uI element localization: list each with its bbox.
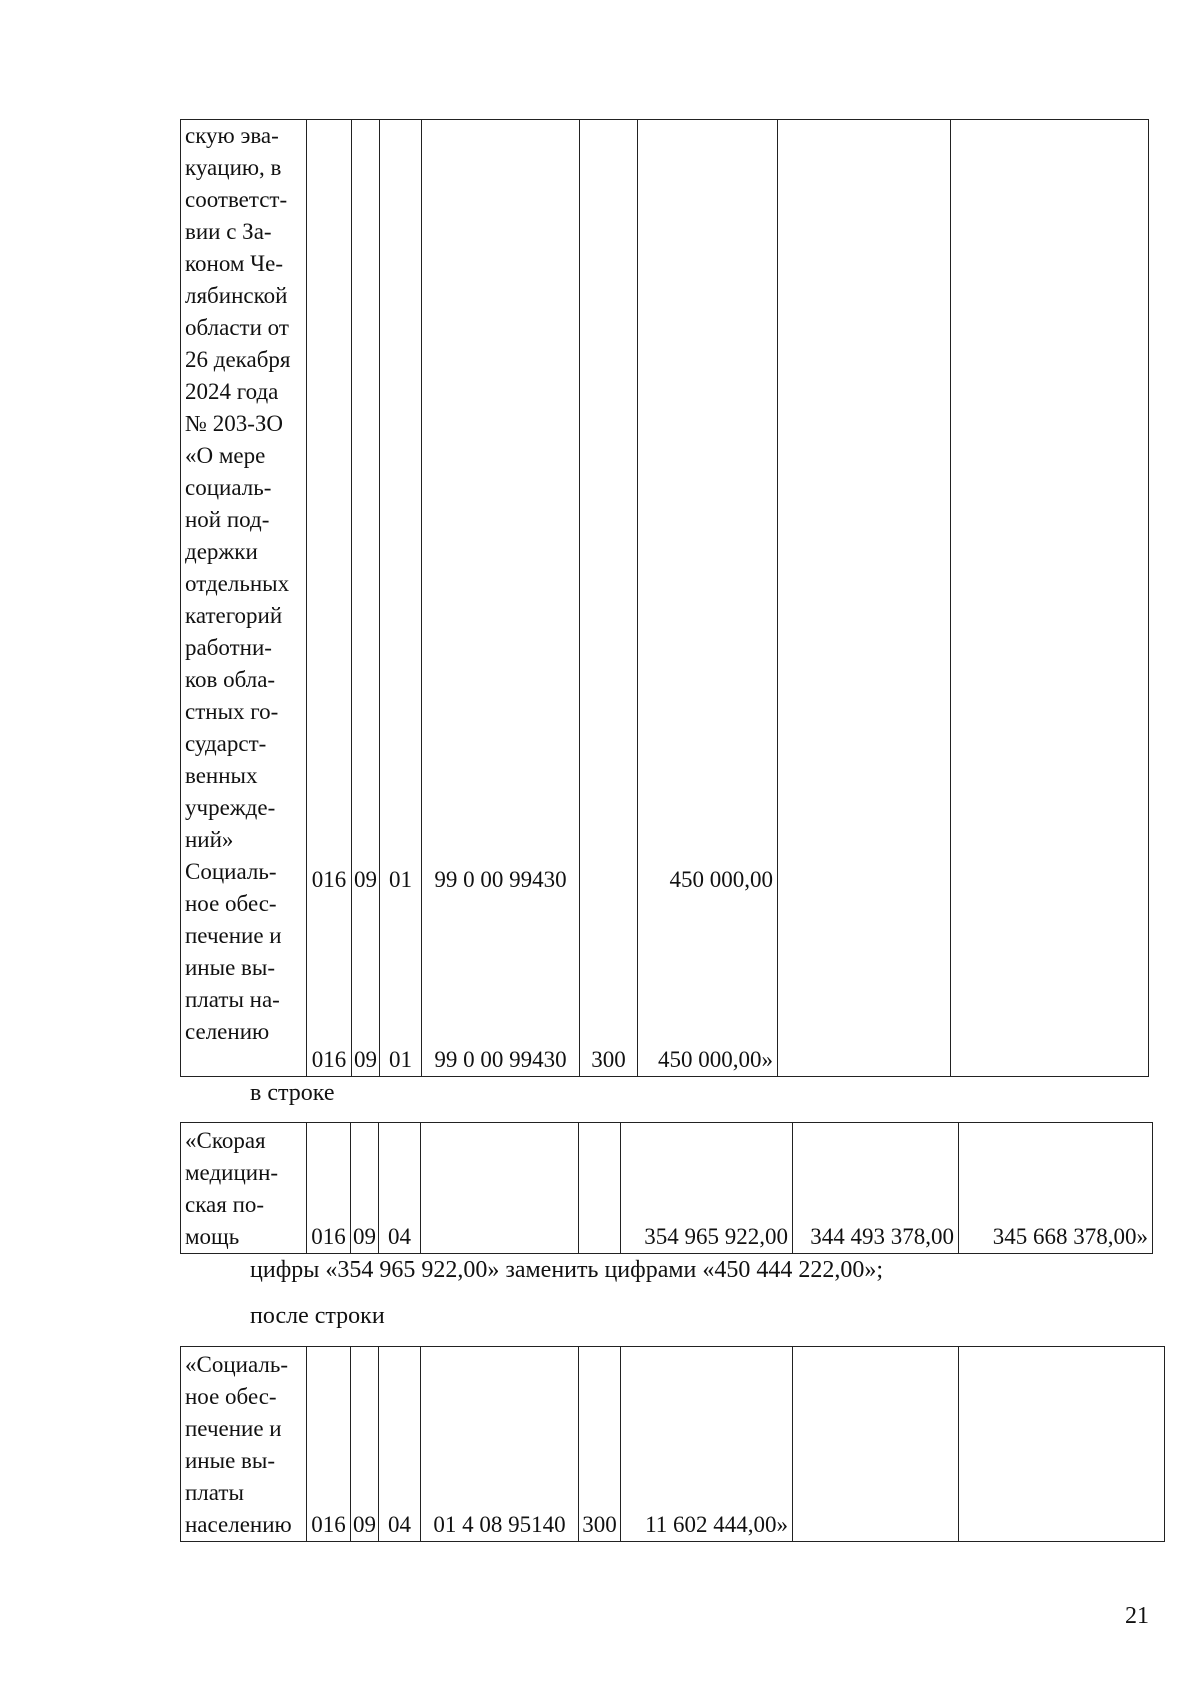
row-name-line: категорий [185, 603, 283, 628]
row-name-line: учрежде- [185, 795, 276, 820]
row-name-line: 26 декабря [185, 347, 291, 372]
row-name-line: ное обес- [185, 1384, 277, 1409]
sum-value: 450 000,00 [669, 867, 773, 892]
row-name-line: вии с За- [185, 219, 272, 244]
sum-cell [638, 120, 778, 1077]
row-name-line: венных [185, 763, 258, 788]
budget-table-1 [180, 119, 1149, 1077]
ved-cell: 016 [307, 1347, 351, 1542]
rz-cell: 09 [351, 1123, 379, 1254]
ved-value: 016 [311, 867, 347, 892]
row-name-line: сударст- [185, 731, 267, 756]
text-v-stroke: в строке [250, 1080, 335, 1106]
row-name-line: мощь [185, 1224, 240, 1249]
sum2-cell [778, 120, 951, 1077]
sum2-cell [793, 1347, 959, 1542]
row-name-line: отдельных [185, 571, 290, 596]
row-name-line: работни- [185, 635, 272, 660]
csr-cell: 01 4 08 95140 [421, 1347, 579, 1542]
row-name-text [185, 1347, 302, 1541]
row-name-line: печение и [185, 1416, 282, 1441]
row-name-line: ной под- [185, 507, 270, 532]
row-name-line: медицин- [185, 1160, 279, 1185]
ved-cell [307, 120, 352, 1077]
row-name-text [185, 120, 302, 1048]
row-name-line: ний» [185, 827, 234, 852]
row-name-line: держки [185, 539, 258, 564]
csr-value: 99 0 00 99430 [434, 1047, 567, 1072]
sum-value: 450 000,00» [658, 1047, 773, 1072]
pr-value: 01 [389, 867, 412, 892]
row-name-line: «Скорая [185, 1128, 266, 1153]
row-name-text [185, 1123, 302, 1253]
row-name-line: скую эва- [185, 123, 279, 148]
row-name-line: «Социаль- [185, 1352, 288, 1377]
row-name-cell [181, 1123, 307, 1254]
sum3-cell [951, 120, 1149, 1077]
csr-cell [421, 1123, 579, 1254]
row-name-line: стных го- [185, 699, 279, 724]
vr-cell [580, 120, 638, 1077]
sum3-cell [959, 1347, 1165, 1542]
row-name-line: печение и [185, 923, 282, 948]
row-name-line: соответст- [185, 187, 288, 212]
row-name-line: куацию, в [185, 155, 282, 180]
budget-table-3 [180, 1346, 1165, 1542]
ved-cell: 016 [307, 1123, 351, 1254]
rz-value: 09 [354, 1047, 377, 1072]
vr-cell [579, 1123, 621, 1254]
vr-value: 300 [591, 1047, 626, 1072]
pr-cell: 04 [379, 1123, 421, 1254]
text-replace: цифры «354 965 922,00» заменить цифрами «450 444 222,00»; [250, 1257, 884, 1283]
row-name-line: платы на- [185, 987, 280, 1012]
row-name-line: платы [185, 1480, 244, 1505]
vr-cell: 300 [579, 1347, 621, 1542]
row-name-cell [181, 1347, 307, 1542]
row-name-line: 2024 года [185, 379, 279, 404]
rz-cell: 09 [351, 1347, 379, 1542]
page-number: 21 [1125, 1603, 1149, 1629]
row-name-line: ская по- [185, 1192, 265, 1217]
pr-cell: 04 [379, 1347, 421, 1542]
text-posle: после строки [250, 1303, 385, 1329]
row-name-line: селению [185, 1019, 270, 1044]
sum3-cell: 345 668 378,00» [959, 1123, 1153, 1254]
row-name-line: ное обес- [185, 891, 277, 916]
csr-cell [422, 120, 580, 1077]
row-name-line: социаль- [185, 475, 272, 500]
sum1-cell: 354 965 922,00 [621, 1123, 793, 1254]
csr-value: 99 0 00 99430 [434, 867, 567, 892]
pr-value: 01 [389, 1047, 412, 1072]
row-name-line: «О мере [185, 443, 266, 468]
pr-cell [380, 120, 422, 1077]
row-name-line: области от [185, 315, 289, 340]
row-name-line: Социаль- [185, 859, 277, 884]
row-name-line: ков обла- [185, 667, 276, 692]
row-name-line: лябинской [185, 283, 288, 308]
rz-value: 09 [354, 867, 377, 892]
sum2-cell: 344 493 378,00 [793, 1123, 959, 1254]
row-name-cell [181, 120, 307, 1077]
row-name-line: коном Че- [185, 251, 283, 276]
sum1-cell: 11 602 444,00» [621, 1347, 793, 1542]
ved-value: 016 [311, 1047, 347, 1072]
row-name-line: населению [185, 1512, 292, 1537]
rz-cell [352, 120, 380, 1077]
row-name-line: иные вы- [185, 1448, 276, 1473]
row-name-line: иные вы- [185, 955, 276, 980]
budget-table-2 [180, 1122, 1153, 1254]
row-name-line: № 203-ЗО [185, 411, 283, 436]
